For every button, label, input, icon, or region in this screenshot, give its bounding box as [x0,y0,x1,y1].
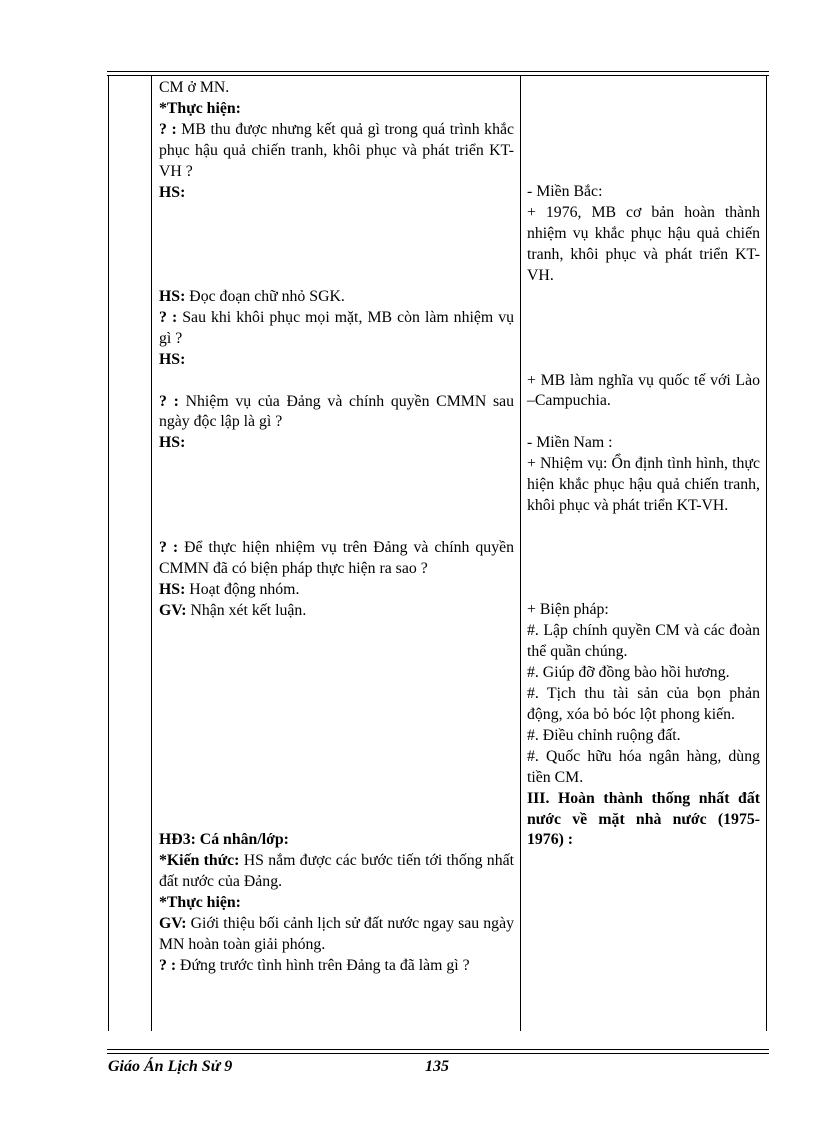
left-column-paragraph [159,78,514,99]
left-column-paragraph [159,642,514,663]
table-left-border [108,76,109,1031]
right-column-paragraph [527,350,760,371]
left-column-paragraph [159,350,514,371]
table-right-border [766,76,767,1031]
left-column-paragraph [159,224,514,245]
table-col-divider-2 [520,76,521,1031]
paragraph-text: Sau khi khôi phục mọi mặt, MB còn làm nhiệm vụ gì ? [159,308,515,347]
left-column-paragraph [159,99,514,120]
left-column-paragraph [159,433,514,454]
left-column-paragraph [159,308,514,350]
paragraph-text: Hoạt động nhóm. [185,580,300,598]
right-column-paragraph [527,517,760,538]
left-column-paragraph [159,684,514,705]
left-column-paragraph [159,851,514,893]
left-column-paragraph [159,663,514,684]
paragraph-label: III. Hoàn thành thống nhất đất nước về mặt nhà nước (1975-1976) : [527,789,760,849]
paragraph-label: HS: [159,580,186,598]
paragraph-label: GV: [159,601,187,619]
left-column-paragraph [159,809,514,830]
left-column-paragraph [159,120,514,183]
page-number: 135 [425,1058,449,1075]
paragraph-text: Đứng trước tình hình trên Đảng ta đã làm gì ? [176,956,470,974]
left-column-paragraph [159,538,514,580]
left-column-paragraph [159,956,514,977]
right-column-paragraph [527,726,760,747]
top-rule [107,71,769,72]
right-column-paragraph [527,308,760,329]
footer-rule-second [107,1053,769,1054]
paragraph-text: + Nhiệm vụ: Ổn định tình hình, thực hiện khắc phục hậu quả chiến tranh, khôi phục và phát triển KT-VH. [527,455,760,514]
left-column-paragraph [159,517,514,538]
right-column-paragraph [527,371,760,413]
right-column-paragraph [527,329,760,350]
left-column-paragraph [159,203,514,224]
left-column-paragraph [159,726,514,747]
left-column-paragraph [159,475,514,496]
paragraph-label: ? : [159,308,178,326]
left-column-paragraph [159,580,514,601]
paragraph-text: - Miền Bắc: [527,183,603,201]
paragraph-label: HĐ3: Cá nhân/lớp: [159,831,289,849]
right-column-paragraph [527,287,760,308]
paragraph-label: *Kiến thức: [159,852,240,870]
right-column-paragraph [527,663,760,684]
paragraph-label: HS: [159,434,186,452]
right-column-paragraph [527,538,760,559]
paragraph-text: #. Giúp đỡ đồng bào hồi hương. [527,664,730,682]
paragraph-label: ? : [159,956,177,974]
right-column-paragraph [527,580,760,601]
footer-title: Giáo Án Lịch Sử 9 [108,1058,233,1075]
paragraph-label: *Thực hiện: [159,894,241,912]
paragraph-label: *Thực hiện: [159,99,241,117]
table-col-divider-1 [151,76,152,1031]
right-column-paragraph [527,120,760,141]
paragraph-label: GV: [159,914,187,932]
footer-rule [107,1049,769,1050]
right-column-paragraph [527,621,760,663]
right-column-paragraph [527,684,760,726]
paragraph-text: #. Lập chính quyền CM và các đoàn thể quần chúng. [527,622,760,661]
paragraph-label: ? : [159,538,179,556]
paragraph-text: Nhiệm vụ của Đảng và chính quyền CMMN sau ngày độc lập là gì ? [159,392,514,431]
left-column-paragraph [159,914,514,956]
right-column-paragraph [527,433,760,454]
paragraph-text: CM ở MN. [159,79,230,96]
paragraph-text: #. Điều chỉnh ruộng đất. [527,726,681,744]
left-column-paragraph [159,705,514,726]
left-column-paragraph [159,454,514,475]
left-column-paragraph [159,601,514,622]
paragraph-text: HS nắm được các bước tiến tới thống nhất đất nước của Đảng. [159,852,514,891]
paragraph-text: MB thu được nhưng kết quả gì trong quá trình khắc phục hậu quả chiến tranh, khôi phục và phát triển KT-VH ? [159,120,514,180]
left-column-paragraph [159,621,514,642]
right-column-paragraph [527,789,760,852]
left-column-paragraph [159,830,514,851]
right-column-paragraph [527,454,760,517]
paragraph-text: #. Tịch thu tài sản của bọn phản động, xóa bỏ bóc lột phong kiến. [527,685,760,723]
left-column-paragraph [159,496,514,517]
left-column-paragraph [159,287,514,308]
left-column-paragraph [159,768,514,789]
top-rule-second [107,75,769,76]
paragraph-text: + 1976, MB cơ bản hoàn thành nhiệm vụ khắc phục hậu quả chiến tranh, khôi phục và phát triển KT-VH. [527,204,760,285]
paragraph-label: HS: [159,350,186,368]
right-column-lesson-content [527,78,760,851]
right-column-paragraph [527,99,760,120]
paragraph-label: ? : [159,120,177,138]
paragraph-text: Để thực hiện nhiệm vụ trên Đảng và chính quyền CMMN đã có biện pháp thực hiện ra sao ? [159,538,515,577]
right-column-paragraph [527,600,760,621]
right-column-paragraph [527,559,760,580]
paragraph-text: + Biện pháp: [527,601,609,619]
left-column-paragraph [159,392,514,434]
left-column-paragraph [159,266,514,287]
left-column-paragraph [159,245,514,266]
right-column-paragraph [527,412,760,433]
right-column-paragraph [527,78,760,99]
left-column-paragraph [159,371,514,392]
paragraph-text: - Miền Nam : [527,434,613,452]
paragraph-text: Đọc đoạn chữ nhỏ SGK. [185,288,345,305]
right-column-paragraph [527,141,760,162]
left-column-paragraph [159,747,514,768]
paragraph-text: + MB làm nghĩa vụ quốc tế với Lào –Campuchia. [527,371,760,410]
paragraph-text: Nhận xét kết luận. [186,601,307,619]
left-column-paragraph [159,893,514,914]
right-column-paragraph [527,747,760,789]
left-column-paragraph [159,789,514,810]
left-column-paragraph [159,183,514,204]
right-column-paragraph [527,203,760,287]
left-column-teacher-activities [159,78,514,977]
paragraph-label: ? : [159,392,179,410]
paragraph-text: #. Quốc hữu hóa ngân hàng, dùng tiền CM. [527,747,760,786]
paragraph-text: Giới thiệu bối cảnh lịch sử đất nước ngay sau ngày MN hoàn toàn giải phóng. [159,914,514,953]
right-column-paragraph [527,162,760,183]
paragraph-label: HS: [159,288,186,305]
right-column-paragraph [527,182,760,203]
paragraph-label: HS: [159,183,186,201]
